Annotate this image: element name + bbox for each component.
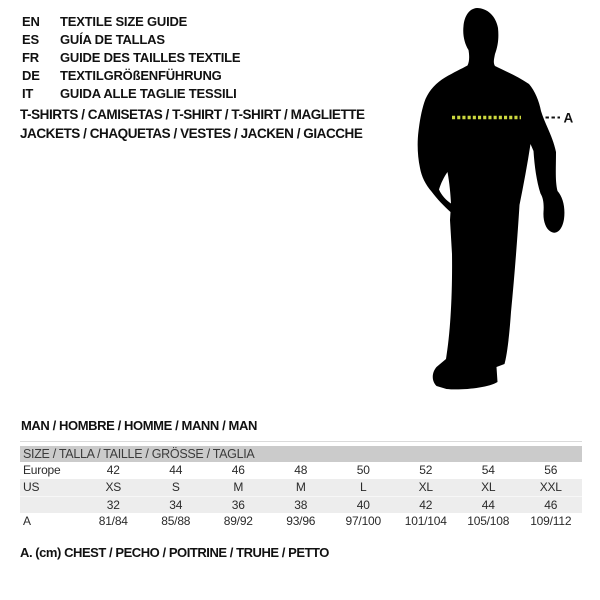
table-row-us <box>20 479 582 496</box>
size-cell: 85/88 <box>161 514 191 528</box>
size-cell: L <box>360 480 367 494</box>
size-cell: 32 <box>106 498 120 512</box>
product-line-jackets: JACKETS / CHAQUETAS / VESTES / JACKEN / GIACCHE <box>20 125 363 141</box>
language-label: TEXTILGRÖßENFÜHRUNG <box>60 68 222 83</box>
row-label: US <box>23 480 40 494</box>
size-table <box>20 441 582 530</box>
language-code: DE <box>22 68 40 83</box>
size-cell: XXL <box>539 480 562 494</box>
language-label: GUÍA DE TALLAS <box>60 32 165 47</box>
size-cell: 38 <box>294 498 308 512</box>
size-cell: 34 <box>169 498 183 512</box>
measurement-footnote: A. (cm) CHEST / PECHO / POITRINE / TRUHE / PETTO <box>20 545 329 560</box>
size-cell: S <box>171 480 180 494</box>
table-row-chest-cm <box>20 513 582 530</box>
language-code: IT <box>22 86 34 101</box>
language-code: EN <box>22 14 40 29</box>
man-silhouette-figure <box>398 0 578 400</box>
language-code: ES <box>22 32 39 47</box>
language-list <box>22 13 240 103</box>
row-label: A <box>23 514 31 528</box>
size-cell: 36 <box>231 498 245 512</box>
size-cell: 89/92 <box>223 514 253 528</box>
product-line-tshirts: T-SHIRTS / CAMISETAS / T-SHIRT / T-SHIRT / MAGLIETTE <box>20 107 365 122</box>
size-cell: 81/84 <box>98 514 128 528</box>
size-cell: 50 <box>356 463 370 477</box>
size-cell: 105/108 <box>467 514 510 528</box>
language-row-fr <box>22 49 240 67</box>
section-title-man: MAN / HOMBRE / HOMME / MANN / MAN <box>21 418 257 433</box>
man-silhouette <box>418 8 565 389</box>
size-cell: 44 <box>169 463 183 477</box>
language-row-en <box>22 13 240 31</box>
size-cell: 93/96 <box>286 514 316 528</box>
size-cell: 46 <box>544 498 558 512</box>
measure-label-a: A <box>563 110 574 126</box>
language-row-es <box>22 31 240 49</box>
language-row-it <box>22 85 240 103</box>
size-cell: 40 <box>356 498 370 512</box>
size-cell: 101/104 <box>404 514 447 528</box>
language-row-de <box>22 67 240 85</box>
table-row-europe <box>20 462 582 479</box>
language-code: FR <box>22 50 39 65</box>
size-cell: 56 <box>544 463 558 477</box>
language-label: GUIDE DES TAILLES TEXTILE <box>60 50 241 65</box>
table-row-alt-sizes <box>20 496 582 513</box>
size-cell: M <box>295 480 306 494</box>
size-cell: M <box>233 480 244 494</box>
size-cell: 44 <box>481 498 495 512</box>
language-label: GUIDA ALLE TAGLIE TESSILI <box>60 86 237 101</box>
size-cell: 97/100 <box>345 514 381 528</box>
product-category-lines <box>20 106 365 143</box>
size-cell: XL <box>418 480 433 494</box>
size-cell: 52 <box>419 463 433 477</box>
size-cell: 109/112 <box>530 514 572 528</box>
size-cell: 46 <box>231 463 245 477</box>
size-cell: 42 <box>419 498 433 512</box>
language-label: TEXTILE SIZE GUIDE <box>60 14 188 29</box>
size-cell: XL <box>481 480 496 494</box>
row-label: Europe <box>23 463 61 477</box>
size-cell: 54 <box>481 463 495 477</box>
size-cell: XS <box>105 480 122 494</box>
size-cell: 48 <box>294 463 308 477</box>
size-cell: 42 <box>106 463 120 477</box>
row-label <box>20 497 82 513</box>
size-table-header: SIZE / TALLA / TAILLE / GRÖSSE / TAGLIA <box>20 446 582 462</box>
